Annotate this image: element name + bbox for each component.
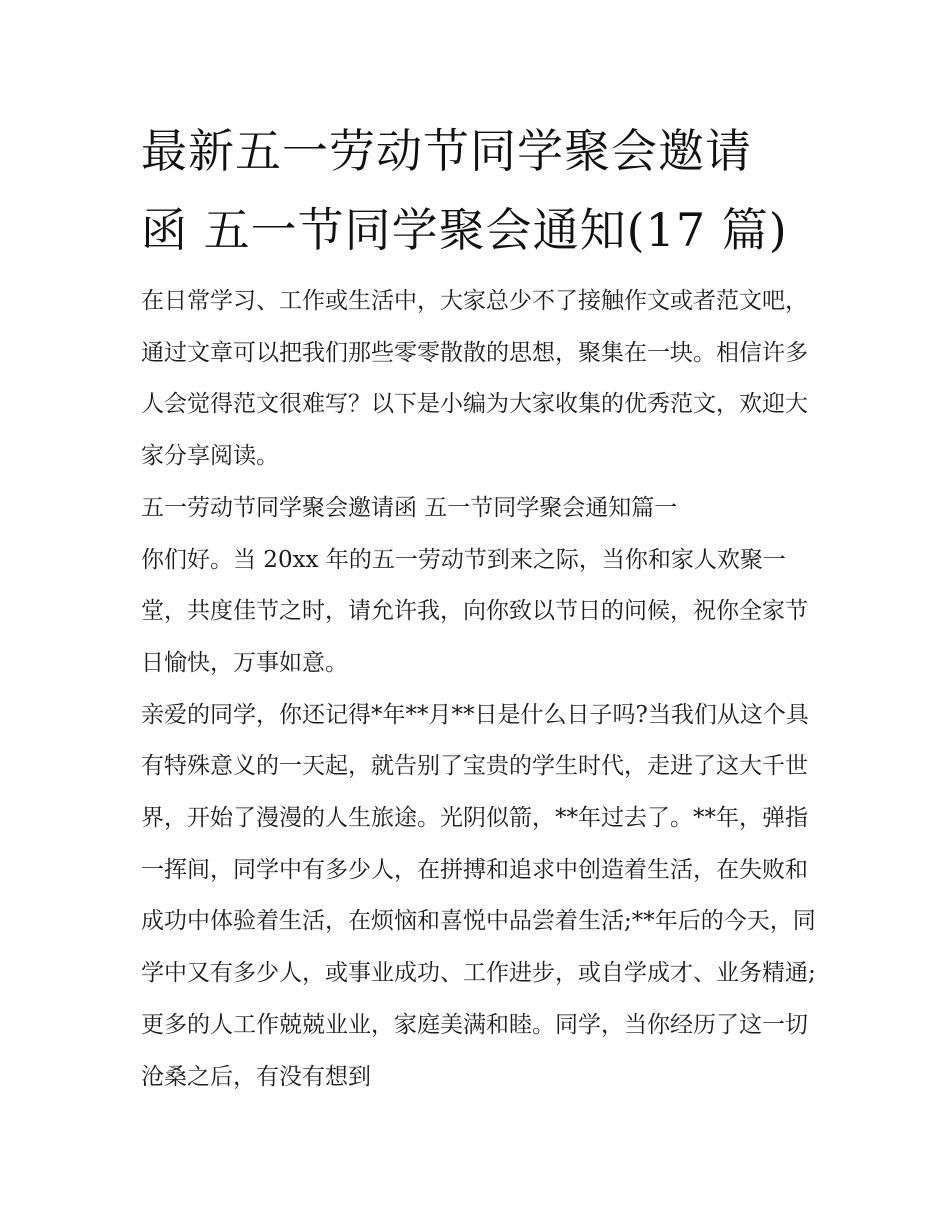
document-title	[141, 112, 816, 270]
title-line-2: 函 五一节同学聚会通知(17 篇)	[141, 203, 788, 257]
body-paragraph: 亲爱的同学，你还记得*年**月**日是什么日子吗?当我们从这个具有特殊意义的一天起，就告别了宝贵的学生时代，走进了这大千世界，开始了漫漫的人生旅途。光阴似箭，**年过去了。**年，弹指一挥间，同学中有多少人，在拼搏和追求中创造着生活，在失败和成功中体验着生活，在烦恼和喜悦中品尝着生活;**年后的今天，同学中又有多少人，或事业成功、工作进步，或自学成才、业务精通;更多的人工作兢兢业业，家庭美满和睦。同学，当你经历了这一切沧桑之后，有没有想到	[141, 701, 816, 1090]
document-body	[141, 112, 816, 1103]
title-line-1: 最新五一劳动节同学聚会邀请	[141, 124, 752, 178]
greeting-paragraph: 你们好。当 20xx 年的五一劳动节到来之际，当你和家人欢聚一堂，共度佳节之时，请允许我，向你致以节日的问候，祝你全家节日愉快，万事如意。	[141, 546, 808, 676]
section-heading: 五一劳动节同学聚会邀请函 五一节同学聚会通知篇一	[141, 494, 678, 521]
intro-paragraph: 在日常学习、工作或生活中，大家总少不了接触作文或者范文吧，通过文章可以把我们那些零零散散的思想，聚集在一块。相信许多人会觉得范文很难写？以下是小编为大家收集的优秀范文，欢迎大家分享阅读。	[141, 288, 808, 470]
